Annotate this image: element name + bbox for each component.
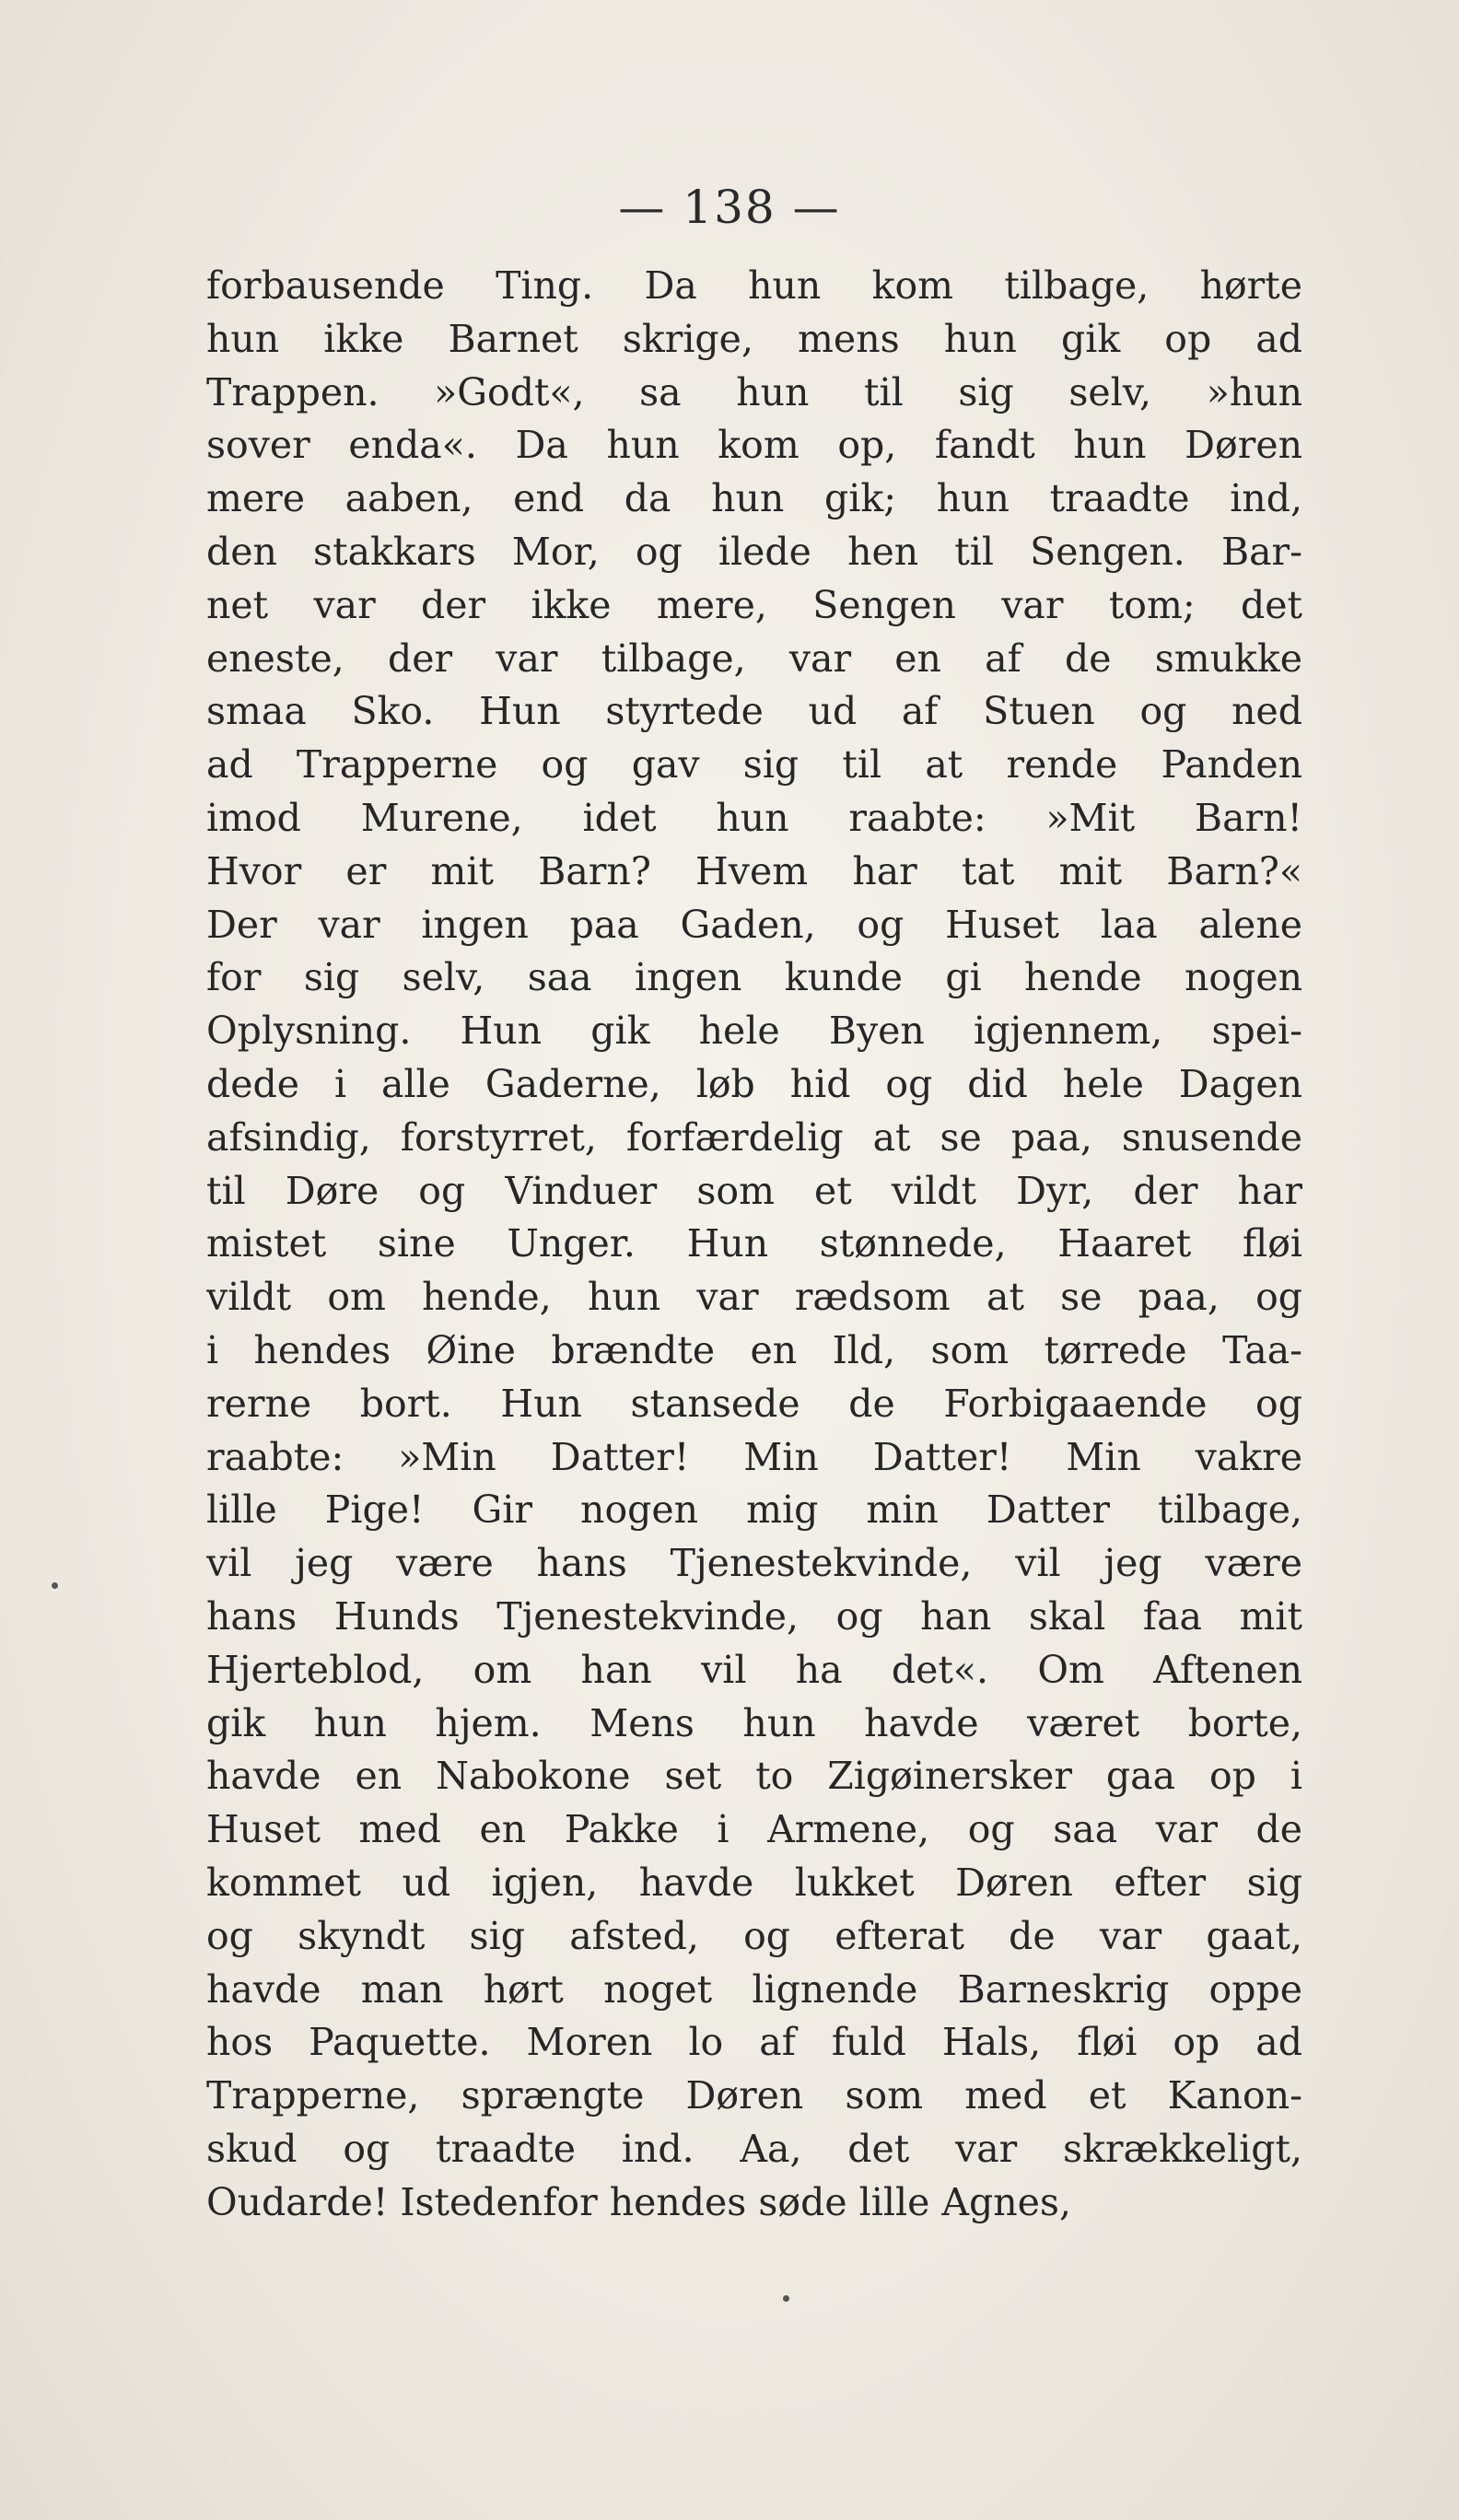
- text-line: smaa Sko. Hun styrtede ud af Stuen og ned: [206, 689, 1302, 734]
- text-line: Trapperne, sprængte Døren som med et Kanon-: [206, 2073, 1302, 2118]
- text-line: mere aaben, end da hun gik; hun traadte ind,: [206, 476, 1302, 521]
- text-line: gik hun hjem. Mens hun havde været borte,: [206, 1700, 1302, 1745]
- text-line: ad Trapperne og gav sig til at rende Panden: [206, 742, 1302, 788]
- text-line: sover enda«. Da hun kom op, fandt hun Døren: [206, 423, 1302, 468]
- text-line: Hvor er mit Barn? Hvem har tat mit Barn?«: [206, 848, 1302, 893]
- text-line: Trappen. »Godt«, sa hun til sig selv, »hun: [206, 369, 1302, 414]
- text-line: eneste, der var tilbage, var en af de smukke: [206, 636, 1302, 681]
- text-line: net var der ikke mere, Sengen var tom; det: [206, 582, 1302, 627]
- page-number: — 138 —: [618, 181, 841, 234]
- text-line: Hjerteblod, om han vil ha det«. Om Aftenen: [206, 1647, 1302, 1692]
- text-line: mistet sine Unger. Hun stønnede, Haaret fløi: [206, 1221, 1302, 1266]
- text-line: Oplysning. Hun gik hele Byen igjennem, spei-: [206, 1009, 1302, 1054]
- text-line: Huset med en Pakke i Armene, og saa var de: [206, 1807, 1302, 1852]
- text-line: skud og traadte ind. Aa, det var skrækkeligt,: [206, 2126, 1302, 2171]
- text-line: vil jeg være hans Tjenestekvinde, vil jeg være: [206, 1541, 1302, 1586]
- print-speck: [783, 2295, 789, 2302]
- text-line: for sig selv, saa ingen kunde gi hende nogen: [206, 955, 1302, 1000]
- text-line: hans Hunds Tjenestekvinde, og han skal faa mit: [206, 1593, 1302, 1639]
- text-line: Der var ingen paa Gaden, og Huset laa alene: [206, 902, 1302, 947]
- text-line: den stakkars Mor, og ilede hen til Sengen. Bar-: [206, 529, 1302, 574]
- text-line: raabte: »Min Datter! Min Datter! Min vakre: [206, 1434, 1302, 1479]
- text-line: hos Paquette. Moren lo af fuld Hals, fløi op ad: [206, 2020, 1302, 2065]
- body-text: [206, 260, 1302, 2229]
- text-line: i hendes Øine brændte en Ild, som tørrede Taa-: [206, 1327, 1302, 1372]
- text-line: afsindig, forstyrret, forfærdelig at se paa, snusende: [206, 1114, 1302, 1160]
- text-line: og skyndt sig afsted, og efterat de var gaat,: [206, 1913, 1302, 1958]
- text-line: hun ikke Barnet skrige, mens hun gik op ad: [206, 316, 1302, 361]
- text-line: lille Pige! Gir nogen mig min Datter tilbage,: [206, 1488, 1302, 1533]
- text-line: til Døre og Vinduer som et vildt Dyr, der har: [206, 1168, 1302, 1213]
- text-line: dede i alle Gaderne, løb hid og did hele Dagen: [206, 1061, 1302, 1106]
- text-line: havde en Nabokone set to Zigøinersker gaa op i: [206, 1754, 1302, 1799]
- text-line: forbausende Ting. Da hun kom tilbage, hørte: [206, 263, 1302, 308]
- text-line: havde man hørt noget lignende Barneskrig oppe: [206, 1966, 1302, 2012]
- print-speck: [52, 1582, 58, 1589]
- text-line: imod Murene, idet hun raabte: »Mit Barn!: [206, 795, 1302, 840]
- text-line: vildt om hende, hun var rædsom at se paa, og: [206, 1275, 1302, 1320]
- text-line: kommet ud igjen, havde lukket Døren efter sig: [206, 1860, 1302, 1905]
- text-line: Oudarde! Istedenfor hendes søde lille Agnes,: [206, 2179, 1071, 2224]
- text-line: rerne bort. Hun stansede de Forbigaaende og: [206, 1381, 1302, 1426]
